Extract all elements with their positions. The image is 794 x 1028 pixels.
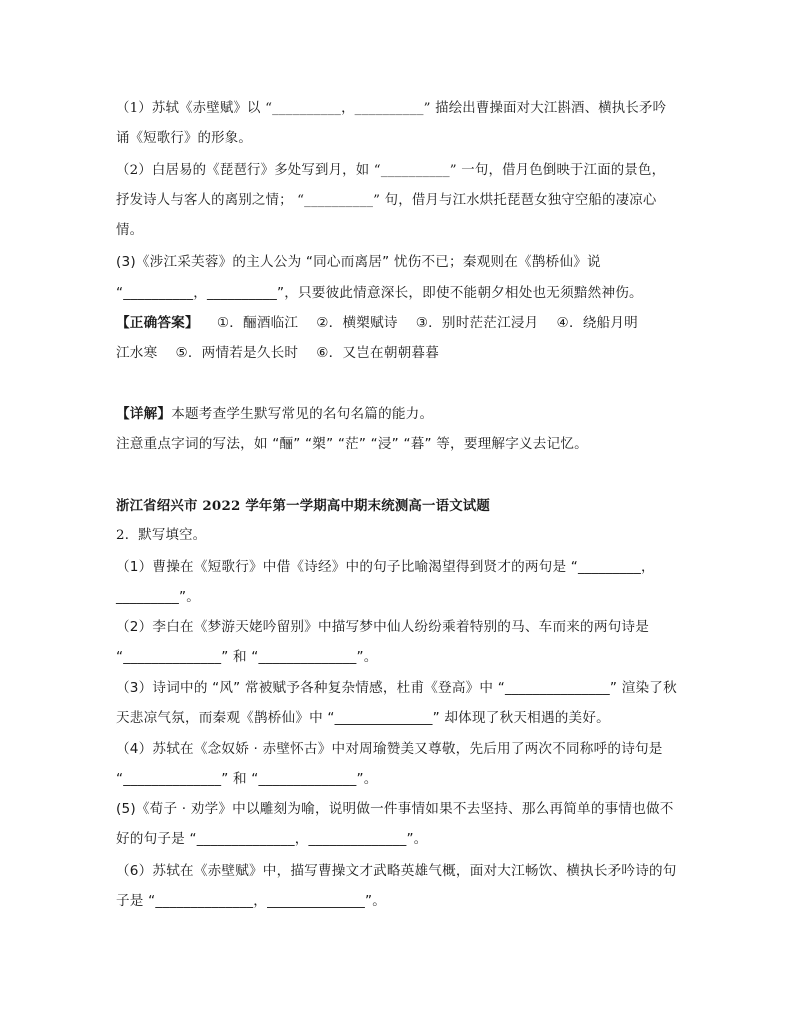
fill-question-3-line-2: 天悲凉气氛，而秦观《鹊桥仙》中 “______________” 却体现了秋天相遇的美好。 — [116, 710, 610, 726]
fill-question-4-line-1: （4）苏轼在《念奴娇 · 赤壁怀古》中对周瑜赞美又尊敬，先后用了两次不同称呼的诗句是 — [116, 741, 663, 757]
question-3-line-2: “__________，__________”，只要彼此情意深长，即使不能朝夕相处也无须黯然神伤。 — [116, 285, 643, 301]
fill-question-1-line-2: _________”。 — [116, 589, 201, 605]
answer-line-1 — [116, 313, 638, 333]
exam-title: 浙江省绍兴市 2022 学年第一学期高中期末统测高一语文试题 — [116, 498, 490, 514]
fill-question-2-line-1: （2）李白在《梦游天姥吟留别》中描写梦中仙人纷纷乘着特别的马、车而来的两句诗是 — [116, 619, 650, 635]
detail-line-1 — [116, 404, 433, 424]
fill-question-4-line-2: “______________” 和 “______________”。 — [116, 771, 378, 787]
question-2-line-1: （2）白居易的《琵琶行》多处写到月，如 “__________” 一句，借月色倒映于江面的景色， — [116, 163, 666, 178]
question-1-line-2: 诵《短歌行》的形象。 — [116, 131, 252, 146]
fill-question-2-line-2: “______________” 和 “______________”。 — [116, 649, 378, 665]
question-2-line-3: 情。 — [116, 223, 144, 238]
answer-line-2: 江水寒 ⑤．两情若是久长时 ⑥．又岂在朝朝暮暮 — [116, 345, 440, 361]
answer-items: ①．酾酒临江 ②．横槊赋诗 ③．别时茫茫江浸月 ④．绕船月明 — [216, 315, 638, 331]
answer-label: 【正确答案】 — [116, 315, 199, 331]
fill-question-5-line-2: 好的句子是 “______________，______________”。 — [116, 831, 428, 847]
question-2-line-2: 抒发诗人与客人的离别之情； “__________” 句，借月与江水烘托琵琶女独守空船的凄凉心 — [116, 193, 657, 208]
fill-question-5-line-1: (5)《荀子 · 劝学》中以雕刻为喻，说明做一件事情如果不去坚持、那么再简单的事情也做不 — [116, 801, 674, 817]
question-3-line-1: (3)《涉江采芙蓉》的主人公为 “同心而离居” 忧伤不已；秦观则在《鹊桥仙》说 — [116, 254, 601, 270]
fill-question-6-line-2: 子是 “______________，______________”。 — [116, 893, 387, 909]
detail-text: 本题考查学生默写常见的名句名篇的能力。 — [171, 406, 434, 422]
fill-question-1-line-1: （1）曹操在《短歌行》中借《诗经》中的句子比喻渴望得到贤才的两句是 “_________， — [116, 559, 655, 575]
question-intro: 2．默写填空。 — [116, 528, 207, 543]
fill-question-3-line-1: （3）诗词中的 “风” 常被赋予各种复杂情感，杜甫《登高》中 “_______________” 渲染了秋 — [116, 680, 677, 696]
question-1-line-1: （1）苏轼《赤壁赋》以 “__________，__________” 描绘出曹操面对大江斟酒、横执长矛吟 — [116, 101, 667, 116]
fill-question-6-line-1: （6）苏轼在《赤壁赋》中，描写曹操文才武略英雄气概，面对大江畅饮、横执长矛吟诗的句 — [116, 863, 677, 879]
detail-line-2: 注意重点字词的写法，如 “酾” “槊” “茫” “浸” “暮” 等，要理解字义去记忆。 — [116, 436, 588, 452]
detail-label: 【详解】 — [116, 406, 172, 422]
